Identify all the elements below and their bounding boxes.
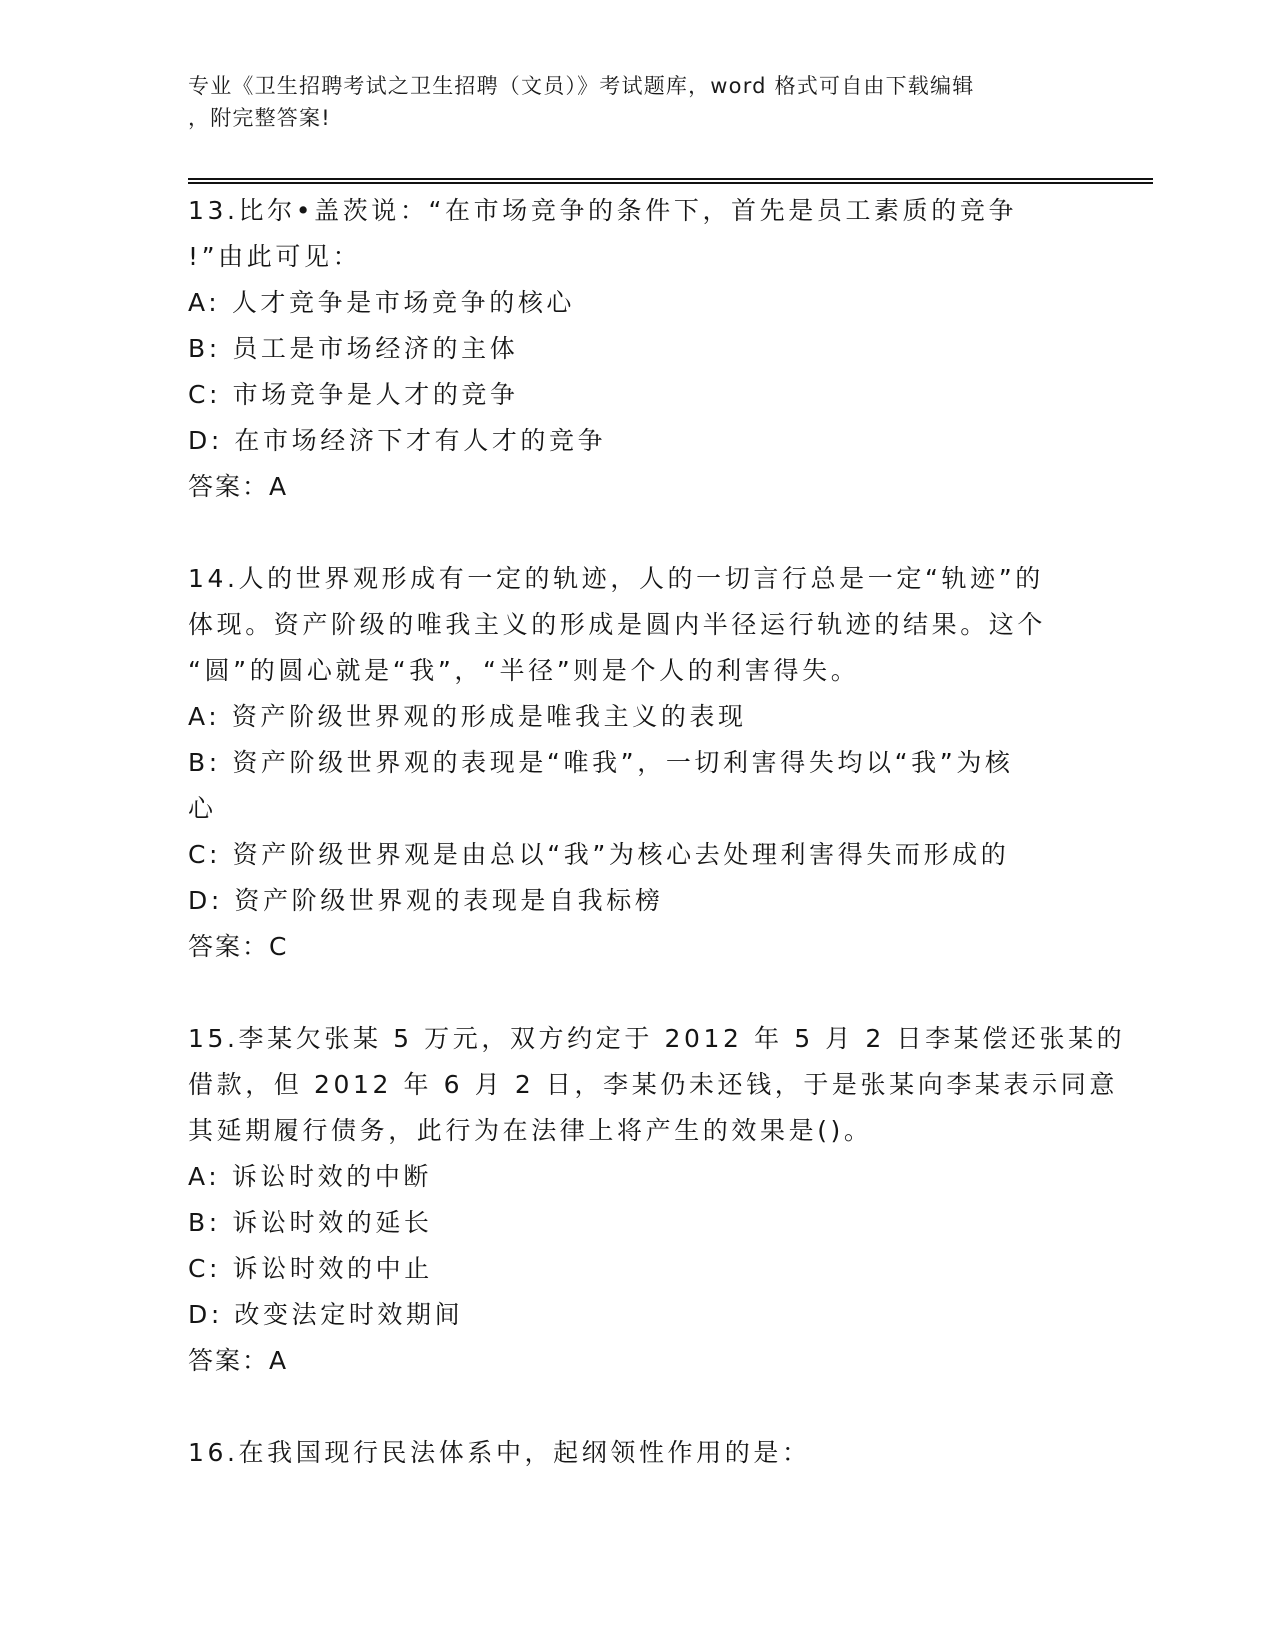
question-stem-line: 14.人的世界观形成有一定的轨迹，人的一切言行总是一定“轨迹”的 (188, 564, 1044, 593)
header-divider-bottom (188, 182, 1153, 184)
header-line-1: 专业《卫生招聘考试之卫生招聘（文员）》考试题库，word 格式可自由下载编辑 (188, 74, 975, 98)
question-13 (188, 188, 1088, 510)
header-line-2: ，附完整答案! (188, 106, 331, 130)
option-c: C: 诉讼时效的中止 (188, 1254, 433, 1283)
option-a: A: 资产阶级世界观的形成是唯我主义的表现 (188, 702, 747, 731)
header-divider-top (188, 178, 1153, 180)
question-14 (188, 556, 1088, 970)
option-b-continued: 心 (188, 794, 217, 823)
option-c: C: 市场竞争是人才的竞争 (188, 380, 519, 409)
answer-line: 答案：C (188, 932, 289, 961)
option-b: B: 诉讼时效的延长 (188, 1208, 433, 1237)
answer-line: 答案：A (188, 1346, 289, 1375)
option-a: A: 诉讼时效的中断 (188, 1162, 433, 1191)
option-b: B: 员工是市场经济的主体 (188, 334, 519, 363)
question-stem-line: 借款，但 2012 年 6 月 2 日，李某仍未还钱，于是张某向李某表示同意 (188, 1070, 1118, 1099)
question-stem-line: “圆”的圆心就是“我”，“半径”则是个人的利害得失。 (188, 656, 860, 685)
option-b: B: 资产阶级世界观的表现是“唯我”，一切利害得失均以“我”为核 (188, 748, 1014, 777)
question-15 (188, 1016, 1126, 1384)
option-d: D: 改变法定时效期间 (188, 1300, 464, 1329)
option-d: D: 在市场经济下才有人才的竞争 (188, 426, 607, 455)
question-stem-line: 13.比尔•盖茨说：“在市场竞争的条件下，首先是员工素质的竞争 (188, 196, 1018, 225)
option-c: C: 资产阶级世界观是由总以“我”为核心去处理利害得失而形成的 (188, 840, 1010, 869)
answer-line: 答案：A (188, 472, 289, 501)
option-a: A: 人才竞争是市场竞争的核心 (188, 288, 576, 317)
question-16 (188, 1430, 1088, 1476)
option-d: D: 资产阶级世界观的表现是自我标榜 (188, 886, 664, 915)
question-stem-line: 15.李某欠张某 5 万元，双方约定于 2012 年 5 月 2 日李某偿还张某的 (188, 1024, 1126, 1053)
document-header (188, 70, 1088, 134)
question-stem-line: !”由此可见： (188, 242, 362, 271)
question-stem-line: 体现。资产阶级的唯我主义的形成是圆内半径运行轨迹的结果。这个 (188, 610, 1047, 639)
question-list (188, 188, 1126, 1522)
question-stem-line: 16.在我国现行民法体系中，起纲领性作用的是： (188, 1438, 811, 1467)
question-stem-line: 其延期履行债务，此行为在法律上将产生的效果是()。 (188, 1116, 873, 1145)
